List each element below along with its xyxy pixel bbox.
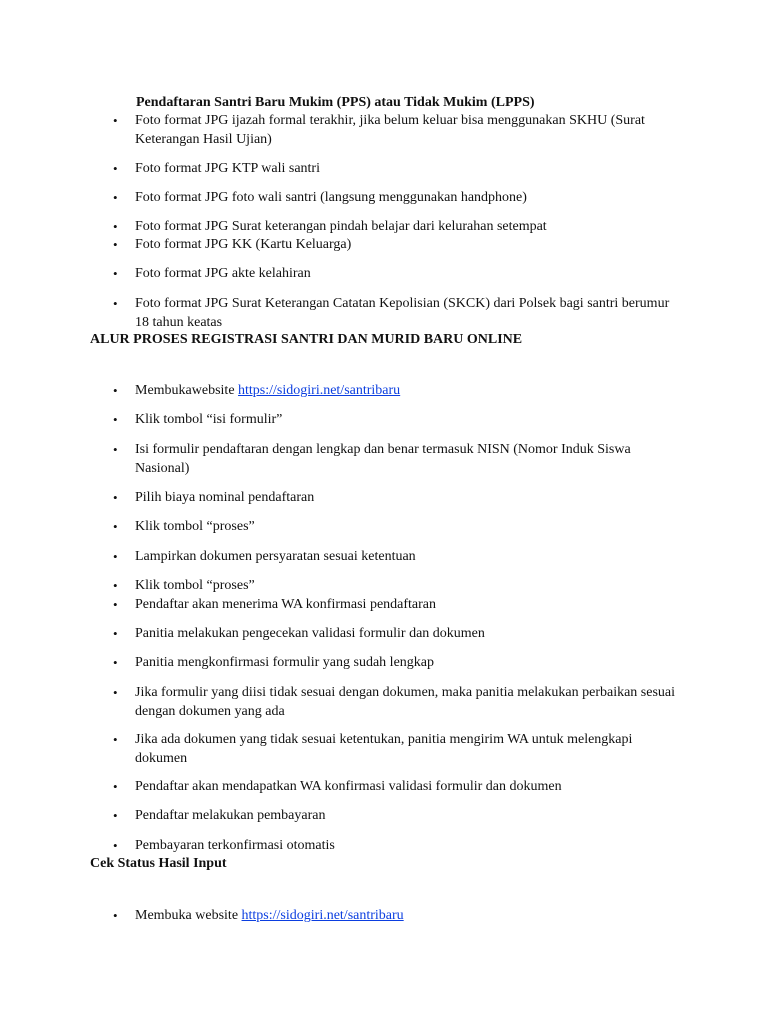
list-item: • Isi formulir pendaftaran dengan lengkap dan benar termasuk NISN (Nomor Induk Siswa Nasional) [113,442,631,476]
list-item: • Pilih biaya nominal pendaftaran [113,489,683,508]
list-item: • Foto format JPG akte kelahiran [113,265,683,284]
list-item: • Jika ada dokumen yang tidak sesuai ketentukan, panitia mengirim WA untuk melengkapi dokumen [113,732,633,766]
bullet-icon: • [113,412,118,427]
list-item: • Pendaftar akan mendapatkan WA konfirmasi validasi formulir dan dokumen [113,778,683,797]
bullet-icon: • [113,549,118,564]
bullet-icon: • [113,113,118,128]
list-item: • Foto format JPG KK (Kartu Keluarga) [113,236,683,255]
bullet-icon: • [113,838,118,853]
list-item: • Klik tombol “isi formulir” [113,411,683,430]
section3-title: Cek Status Hasil Input [90,856,227,871]
list-item: • Foto format JPG Surat keterangan pindah belajar dari kelurahan setempat [113,218,683,237]
list-item: • Panitia melakukan pengecekan validasi formulir dan dokumen [113,625,683,644]
bullet-icon: • [113,237,118,252]
bullet-icon: • [113,578,118,593]
bullet-icon: • [113,190,118,205]
bullet-icon: • [113,383,118,398]
list-item: • Foto format JPG ijazah formal terakhir, jika belum keluar bisa menggunakan SKHU (Surat Keterangan Hasil Ujian) [113,113,645,147]
list-item: • Pembayaran terkonfirmasi otomatis [113,837,683,856]
section2-title: ALUR PROSES REGISTRASI SANTRI DAN MURID BARU ONLINE [90,332,523,347]
santribaru-link[interactable]: https://sidogiri.net/santribaru [241,908,404,923]
list-item: • Lampirkan dokumen persyaratan sesuai ketentuan [113,548,683,567]
list-item: • Foto format JPG KTP wali santri [113,160,683,179]
bullet-icon: • [113,655,118,670]
bullet-icon: • [113,597,118,612]
bullet-icon: • [113,490,118,505]
list-item: • Jika formulir yang diisi tidak sesuai dengan dokumen, maka panitia melakukan perbaikan sesuai dengan dokumen yang ada [113,685,676,719]
list-item: • Foto format JPG foto wali santri (langsung menggunakan handphone) [113,189,683,208]
section1-title: Pendaftaran Santri Baru Mukim (PPS) atau Tidak Mukim (LPPS) [136,95,535,110]
list-item: • Membukawebsite https://sidogiri.net/santribaru [113,382,683,401]
bullet-icon: • [113,808,118,823]
list-item: • Pendaftar melakukan pembayaran [113,807,683,826]
bullet-icon: • [113,685,118,700]
list-item: • Panitia mengkonfirmasi formulir yang sudah lengkap [113,654,683,673]
list-item: • Membuka website https://sidogiri.net/santribaru [113,907,683,926]
bullet-icon: • [113,161,118,176]
bullet-icon: • [113,296,118,311]
list-item: • Foto format JPG Surat Keterangan Catatan Kepolisian (SKCK) dari Polsek bagi santri berumur 18 tahun keatas [113,296,670,330]
bullet-icon: • [113,219,118,234]
list-item: • Pendaftar akan menerima WA konfirmasi pendaftaran [113,596,683,615]
bullet-icon: • [113,779,118,794]
santribaru-link[interactable]: https://sidogiri.net/santribaru [238,383,401,398]
bullet-icon: • [113,266,118,281]
bullet-icon: • [113,732,118,747]
bullet-icon: • [113,626,118,641]
list-item: • Klik tombol “proses” [113,518,683,537]
bullet-icon: • [113,442,118,457]
bullet-icon: • [113,519,118,534]
bullet-icon: • [113,908,118,923]
list-item: • Klik tombol “proses” [113,577,683,596]
